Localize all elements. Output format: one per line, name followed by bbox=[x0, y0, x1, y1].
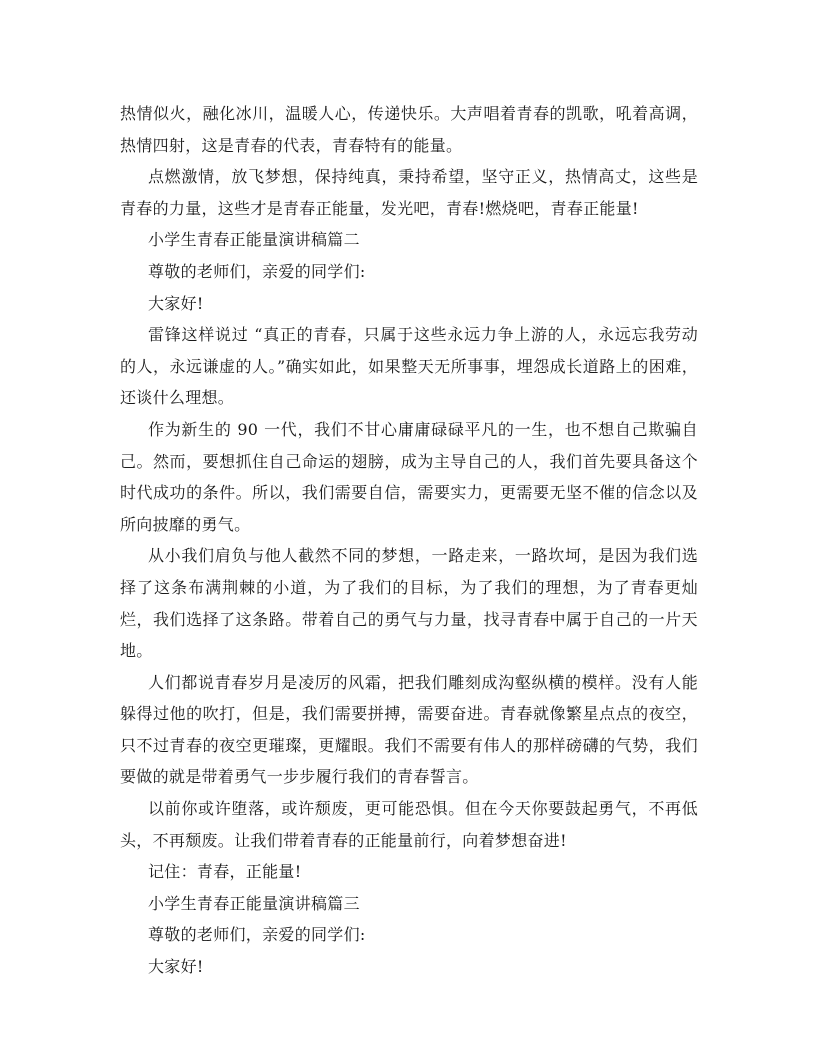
greeting-2: 大家好! bbox=[148, 293, 204, 313]
paragraph-2: 点燃激情，放飞梦想，保持纯真，秉持希望，坚守正义，热情高丈，这些是青春的力量，这些才是青春正能量，发光吧，青春!燃烧吧，青春正能量! bbox=[120, 167, 698, 218]
salutation-3: 尊敬的老师们，亲爱的同学们: bbox=[148, 925, 366, 945]
greeting-3: 大家好! bbox=[148, 957, 204, 977]
paragraph-8: 从小我们肩负与他人截然不同的梦想，一路走来，一路坎坷，是因为我们选择了这条布满荆棘的小道，为了我们的目标，为了我们的理想，为了青春更灿烂，我们选择了这条路。带着自己的勇气与力量，找寻青春中属于自己的一片天地。 bbox=[120, 546, 698, 661]
section-heading-2: 小学生青春正能量演讲稿篇二 bbox=[148, 230, 360, 250]
salutation-2: 尊敬的老师们，亲爱的同学们: bbox=[148, 261, 366, 281]
paragraph-6: 雷锋这样说过 “真正的青春，只属于这些永远力争上游的人，永远忘我劳动的人，永远谦虚的人。”确实如此，如果整天无所事事，埋怨成长道路上的困难，还谈什么理想。 bbox=[120, 325, 698, 408]
document-body bbox=[120, 98, 698, 983]
paragraph-9: 人们都说青春岁月是凌厉的风霜，把我们雕刻成沟壑纵横的模样。没有人能躲得过他的吹打，但是，我们需要拼搏，需要奋进。青春就像繁星点点的夜空，只不过青春的夜空更璀璨，更耀眼。我们不需要有伟人的那样磅礴的气势，我们要做的就是带着勇气一步步履行我们的青春誓言。 bbox=[120, 672, 698, 787]
paragraph-7: 作为新生的 90 一代，我们不甘心庸庸碌碌平凡的一生，也不想自己欺骗自己。然而，要想抓住自己命运的翅膀，成为主导自己的人，我们首先要具备这个时代成功的条件。所以，我们需要自信，需要实力，更需要无坚不催的信念以及所向披靡的勇气。 bbox=[120, 419, 698, 534]
paragraph-1: 热情似火，融化冰川，温暖人心，传递快乐。大声唱着青春的凯歌，吼着高调，热情四射，这是青春的代表，青春特有的能量。 bbox=[120, 104, 698, 155]
paragraph-11: 记住：青春，正能量! bbox=[148, 862, 302, 882]
section-heading-3: 小学生青春正能量演讲稿篇三 bbox=[148, 893, 360, 913]
paragraph-10: 以前你或许堕落，或许颓废，更可能恐惧。但在今天你要鼓起勇气，不再低头，不再颓废。让我们带着青春的正能量前行，向着梦想奋进! bbox=[120, 799, 698, 850]
